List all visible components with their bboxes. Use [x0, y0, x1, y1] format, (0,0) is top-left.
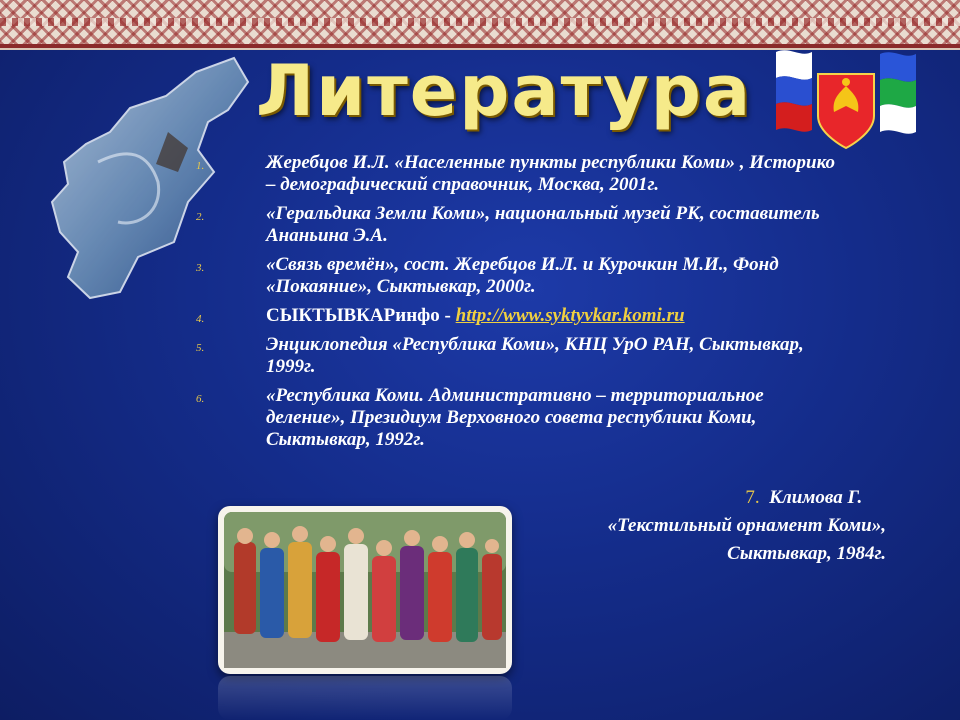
reference-text: «Геральдика Земли Коми», национальный музей РК, составитель Ананьина Э.А. — [266, 203, 820, 246]
reference-item-4 — [196, 305, 836, 327]
reference-number: 5. — [196, 342, 205, 354]
reference-item-3 — [196, 254, 836, 298]
reference-item-2 — [196, 203, 836, 247]
references-list — [196, 152, 836, 458]
coat-of-arms-icon — [818, 74, 874, 148]
folk-costume-photo-image — [224, 512, 506, 668]
komi-flag-icon — [880, 52, 916, 133]
reference-7-title: «Текстильный орнамент Коми», — [607, 515, 886, 536]
reference-link[interactable]: http://www.syktyvkar.komi.ru — [455, 305, 685, 326]
reference-number: 3. — [196, 262, 205, 274]
reference-item-5 — [196, 334, 836, 378]
reference-text — [266, 305, 836, 327]
folk-costume-photo — [218, 506, 512, 674]
reference-item-7 — [608, 484, 886, 568]
photo-reflection — [218, 676, 512, 720]
russian-flag-icon — [776, 50, 812, 131]
reference-7-author-line — [608, 484, 886, 512]
reference-item-1 — [196, 152, 836, 196]
reference-7-author: Климова Г. — [769, 487, 863, 508]
komi-flags-emblem — [772, 44, 920, 154]
reference-item-6 — [196, 385, 836, 451]
reference-number: 6. — [196, 393, 205, 405]
ornament-stripe — [0, 18, 960, 26]
reference-number: 2. — [196, 211, 205, 223]
slide-title: Литература — [256, 50, 753, 132]
reference-7-place: Сыктывкар, 1984г. — [727, 543, 886, 564]
reference-number: 1. — [196, 160, 205, 172]
reference-text: «Связь времён», сост. Жеребцов И.Л. и Курочкин М.И., Фонд «Покаяние», Сыктывкар, 2000г. — [266, 254, 779, 297]
reference-text: «Республика Коми. Административно – территориальное деление», Президиум Верховного совета республики Коми, Сыктывкар, 1992г. — [266, 385, 764, 450]
reference-number: 4. — [196, 313, 205, 325]
reference-text: Жеребцов И.Л. «Населенные пункты республики Коми» , Историко – демографический справочник, Москва, 2001г. — [266, 152, 835, 195]
ornamental-border — [0, 0, 960, 48]
reference-number: 7. — [745, 487, 760, 508]
reference-text: Энциклопедия «Республика Коми», КНЦ УрО РАН, Сыктывкар, 1999г. — [266, 334, 804, 377]
reference-lead: СЫКТЫВКАРинфо - — [266, 305, 456, 326]
